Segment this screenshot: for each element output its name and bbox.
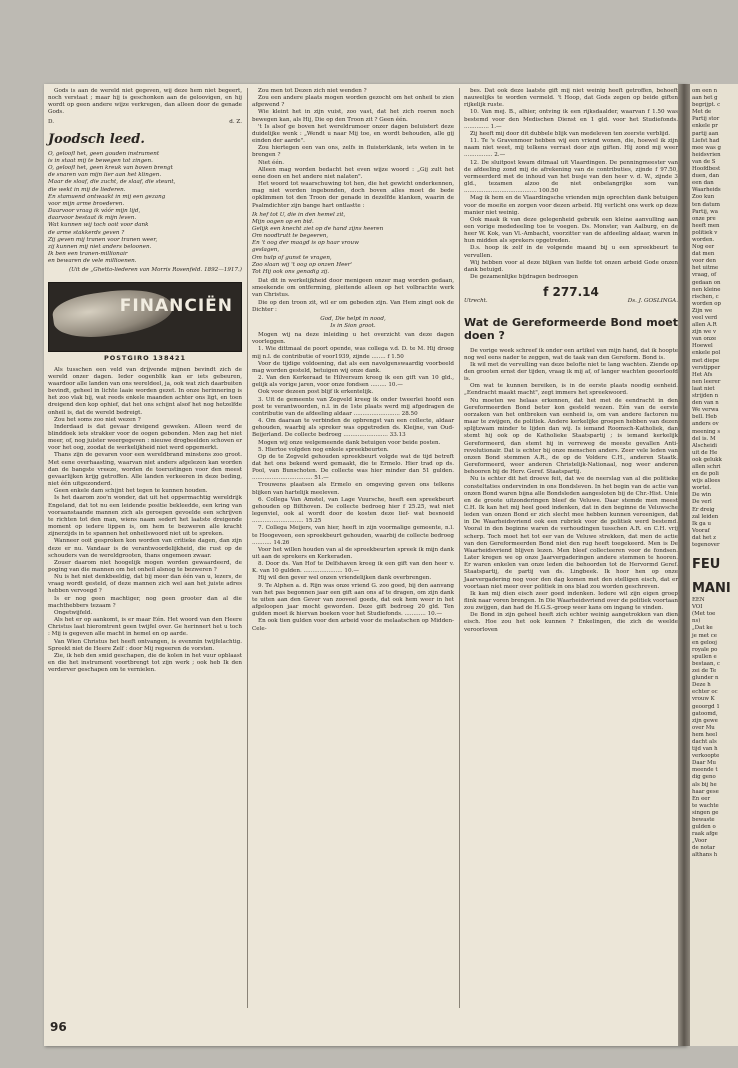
text-fragment: te wachte: [692, 802, 719, 809]
quote-line: Is in Sion groot.: [330, 323, 376, 329]
text-fragment: meende t: [692, 767, 718, 774]
quote-line: Ik hef tot U, die in den hemel zit,: [252, 211, 346, 218]
paragraph: 10. Van mej. B., alhier, ontving ik een rijksdaalder, waarvan f 1.50 was bestemd voor den Medischen Dienst en 1 gld. voor het Studiefonds. .............. 1.—: [464, 109, 678, 130]
text-fragment: allen schri: [692, 463, 721, 470]
text-fragment: den van n: [692, 400, 719, 407]
text-fragment: dacht als: [692, 738, 717, 745]
paragraph: Inderdaad is dat gevaar dreigend geweken. Alleen werd de blinddoek iets strakker voor de oogen gebonden. Men zag het niet meer, of, nog juister weergegeven : nieuwe drogbeelden schoven er voor het oog, zoodat de werkelijkheid niet werd opgemerkt.: [48, 423, 242, 452]
text-fragment: We verwa: [692, 407, 719, 414]
column-2: [252, 88, 454, 633]
paragraph: 2. Van den Kerkeraad te Hilversum kreeg ik een gift van 10 gld., gelijk als vorige jaren, voor onze fondsen ......... 10.—: [252, 375, 454, 389]
paragraph: De Bond in zijn geheel heeft zich echter weinig aangetrokken van dien eisch. Hoe zou het ook kunnen ? Enkelingen, die zich de weelde veroorloven: [464, 612, 678, 633]
text-fragment: verkoopte: [692, 753, 720, 760]
paragraph: Nu moeten we helaas erkennen, dat het met de eendracht in den Gereformeerden Bond beter kon gesteld wezen. Eén van de eerste oorzaken van het ontbreken van eenheid is, om van andere factoren nu maar te zwijgen, de politiek. Andere kerkelijke groepen hebben van dezen splijtzwam minder te lijden dan wij. Is iemand Roomsch-Katholiek, dan stemt hij ook op de Katholieke Staatspartij ; is iemand kerkelijk Gereformeerd, dan stemt hij in verreweg de meeste gevallen Anti-revolutionair. Dat is echter bij onze menschen anders. Zeer vele leden van onzen Bond stemmen A.R., de op de Voldere C.H., anderen Staatk. Gereformeerd, weer anderen Christelijk-Nationaal, nog weer anderen behooren bij de Herv. Geref. Staatspartij.: [464, 397, 678, 476]
text-fragment: onze pre: [692, 215, 716, 222]
paragraph: Wie kleint het in zijn vuist, zoo vast, dat het zich roeren noch bewegen kan, als Hij, Die op den Troon zit ? Geen één.: [252, 109, 454, 123]
paragraph: Zie, ik heb den smid geschapen, die de kolen in het vuur opblaast en die het instrument voortbrengt tot zijn werk ; ook heb Ik den verderver geschapen om te vernielen.: [48, 652, 242, 674]
headline-fragment: FEU: [692, 557, 721, 573]
paragraph: 6. Collega Van Amstel, van Lage Vuursche, heeft een spreekbeurt gehouden op Bilthoven. De collecte bedroeg hier f 25.25, wat niet legenviel, ook al wordt door de kosten deze lief- wat besnoeid ............................. 15.25: [252, 496, 454, 525]
poem-source: (Uit de „Ghetto-liederen van Morris Rosenfeld. 1892—1917.): [68, 267, 242, 274]
text-fragment: worden.: [692, 236, 715, 243]
text-fragment: EEN: [692, 597, 705, 604]
text-fragment: nen leerer: [692, 378, 721, 385]
text-fragment: spullen e: [692, 653, 717, 660]
text-fragment: zal leiden: [692, 513, 719, 520]
text-fragment: begrijpt. c: [692, 102, 721, 109]
paragraph: Het woord tot waarschuwing tot hen, die het gewicht onderkennen, mag niet worden ingebonden, doch boven alles moet de bede opklimmen tot den Troon der genade in dezelfde klanken, waarin de Psalmdichter zijn bange hart ontlastte :: [252, 181, 454, 209]
quote-line: Om noodtrutt te begeeren,: [252, 233, 329, 240]
paragraph: Die op den troon zit, wil er om gebeden zijn. Van Hem zingt ook de Dichter :: [252, 299, 454, 313]
text-fragment: meening s: [692, 428, 721, 435]
text-fragment: wijs allees: [692, 478, 721, 485]
text-fragment: althans h: [692, 852, 718, 859]
total-amount: f 277.14: [543, 285, 599, 300]
banner-title: FINANCIËN: [119, 296, 233, 317]
quote-line: Om hulp of gunst te vragen,: [252, 254, 332, 261]
paragraph: Ongetwijfeld.: [54, 609, 93, 616]
paragraph: Is het daarom zoo'n wonder, dat uit het oppermachtig wereldrijk Engeland, dat tot nu een leidende positie bekleedde, een kring van vooraanstaande mannen zich als geroepen gevoelde een schrijven te richten tot den man, wiens naam sedert het laatste dreigende moment op iedere lippen is, om hem te bezweren alle kracht zijnerzijds in te spannen het onheilswoord niet uit te spreken.: [48, 495, 242, 538]
text-fragment: enkele pol: [692, 350, 721, 357]
column-divider: [247, 88, 248, 1008]
text-fragment: Het Afs: [692, 371, 713, 378]
paragraph: 12. De sluitpost kwam ditmaal uit Vlaardingen. De penningmeester van de afdeeling zond mij de afrekening van de contributies, zijnde f 97.50, vermeerderd met de inhoud van het busje van den heer v. d. W., zijnde 3 gld., tezamen alzoo de niet onbelangrijke som van ......................................... 100.50: [464, 159, 678, 195]
paragraph: Van Wien Christus het heeft ontvangen, is evenmin twijfelachtig. Spreekt niet de Heere Zelf : door Mij regeeren de vorsten.: [48, 638, 242, 652]
text-fragment: rischen, c: [692, 293, 719, 300]
quote-line: En 't oog der maagd is op haar vrouw: [252, 240, 359, 247]
text-fragment: singen ge: [692, 809, 719, 816]
text-fragment: mee was g: [692, 144, 721, 151]
poem-line: O, geloofl het, geen kreuk van boven brengt: [48, 165, 173, 172]
book-gutter: [678, 84, 690, 1046]
signature-left: D.: [48, 118, 55, 125]
paragraph: Ik wil met de vervulling van deze belofte niet te lang wachten. Ziende op den grooten ernst der tijden, vraag ik mij af, of langer wachten geoorloofd is.: [464, 361, 678, 383]
text-fragment: ns): [692, 618, 701, 625]
paragraph: Geen enkele dam schijnt het tegen te kunnen houden.: [54, 488, 208, 495]
article-body: [464, 348, 678, 634]
paragraph: 5. Hiertoe volgden nog enkele spreekbeurten.: [258, 446, 389, 453]
text-fragment: Liefst had: [692, 137, 720, 144]
paragraph: Mogen wij na deze inleiding u het overzicht van deze dagen voorleggen.: [252, 332, 454, 346]
paragraph: Ik kan mij dien eisch zeer goed indenken. Iedere wil zijn eigen groep flink naar voren brengen. In Die Waarheidsvriend over de politiek voortaan zou zwijgen, dan had de H.G.S.-groep weer kans om ingang te vinden.: [464, 590, 678, 612]
text-fragment: enkele pr: [692, 123, 718, 130]
poem-line: O, geloofl het, geen gouden instrument: [48, 150, 160, 157]
column-3: [464, 88, 678, 634]
text-fragment: Alscheidi: [692, 442, 717, 449]
poem-line: Zij geven mij tranen voor tranen weer,: [48, 236, 158, 243]
text-fragment: duen, dan: [692, 173, 720, 180]
text-fragment: bell. Heb: [692, 414, 717, 421]
quote-line: God, Die helpt in nood,: [320, 315, 386, 322]
text-fragment: veel verd: [692, 315, 718, 321]
paragraph: Hij wil den gever wel onzen vriendelijken dank overbrengen.: [258, 575, 432, 582]
paragraph: Wij hebben voor al deze blijken van liefde tot onzen arbeid Gode onzen dank betuigd.: [464, 259, 678, 273]
text-fragment: partij aan: [692, 130, 719, 137]
text-fragment: je met ce: [692, 632, 717, 639]
poem-line: voor mijn arme broederen.: [48, 200, 125, 207]
paragraph: Als het er op aankomt, is er maar Eén. Het woord van den Heere Christus laat hieromtrent geen twijfel over. Ge herinnert het u toch : Mij is gegeven alle macht in hemel en op aarde.: [48, 617, 242, 638]
text-fragment: Zijn we: [692, 307, 713, 314]
quote-line: Zoo slaan wij 't oog op onzen Heer': [252, 261, 352, 268]
text-fragment: echter oc: [692, 689, 718, 696]
text-fragment: De verl: [692, 499, 712, 506]
paragraph: 9. Te Alphen a. d. Rijn was onze vriend G. zoo goed, bij den aanvang van het pas begonnen jaar een gift aan ons af te dragen, om zijn dank te uiten aan den Gever van zooveel goeds, dat ook hem weer in het afgeloopen jaar mocht geworden. Deze gift bedroeg 20 gld. Ten gulden moet ik hiervan boeken voor het Studiefonds. ............ 10.—: [252, 582, 454, 618]
text-fragment: om een n: [692, 88, 718, 94]
text-fragment: Daar Mu: [692, 760, 717, 767]
author-signature: [464, 298, 678, 305]
next-page-edge: [690, 84, 738, 1046]
paragraph: Dat dit in werkelijkheid door menigeen onzer mag worden gedaan, smeekende om ontferming, pleitende alleen op het volbrachte werk van Christus.: [252, 278, 454, 299]
paragraph: Zou men tot Dezen zich niet wenden ?: [258, 88, 367, 94]
text-fragment: ook gelukk: [692, 456, 722, 463]
text-fragment: vrouw K: [692, 696, 715, 703]
paragraph: Mag ik hem en de Vlaardingsche vrienden mijn oprechten dank betuigen voor de moeite en zorgen voor dezen arbeid. Hij verlicht ons werk op deze manier niet weinig.: [464, 195, 678, 216]
text-fragment: zijn we v: [692, 329, 716, 336]
text-fragment: Er dreig: [692, 506, 715, 513]
text-fragment: haar gese: [692, 788, 719, 795]
poem-line: Maar de sloaf, die zucht, de slaaf, die steunt,: [48, 179, 176, 186]
paragraph: Niet één.: [258, 159, 285, 166]
article-heading: Wat de Gereformeerde Bond moet doen ?: [464, 315, 678, 342]
quote-line: Mijn oogen op en bid.: [252, 218, 314, 225]
poem-line: daarvoor bestaat ik mijn leven.: [48, 215, 137, 222]
paragraph: Voor het willen houden van al de spreekbeurten spreek ik mijn dank uit aan de sprekers en Kerkeraden.: [252, 546, 454, 560]
paragraph: 3. Uit de gemeente van Zegveld kreeg ik onder tweerlei hoofd een post te verantwoorden, n.l. in de 1ste plaats werd mij afgedragen de contributie van de afdeeling aldaar .......................... 28.50: [252, 396, 454, 417]
paragraph: Nu is echter dit het droeve feit, dat we de neerslag van al die politieke consteltaties ondervinden in ons Bondsleven. In het begin van de actie van onzen Bond waren bijna alle Bondsleden aangesloten bij de Chr.-Hist. Unie en de groote uitzonderingen bleef de Veluwe. Daar stemde men meest C.H. Ik kan het mij heel goed indenken, dat in den beginne de Veluwsche leden van onzen Bond er zich slecht mee hebben kunnen vereenigen, dat in De Waarheidsvriend ook een rubriek voor de politiek werd bestemd. Vooral in den beginne waren de verhoudingen tusschen A.R. en C.H. vrij scherp. Toch moet het tot eer van de Veluwe strekken, dat men de actie van den Gereformeerden Bond niet den rug heeft toegekeerd. Men is De Waarheidsvriend blijven lezen. Men bleef collecteeren voor de fondsen. Later kregen we op onze Jaarvergaderingen andere stemmen te hooren. Er waren enkelen van onze leden die behoorden tot de Hervormd Geref. Staatspartij, de partij van ds. Lingbeek. Ik hoor hen op onze Jaarvergadering nog voor den dag komen met den stelligen eisch, dat er voortaan niet meer over politiek in ons blad zou worden geschreven.: [464, 476, 678, 590]
text-fragment: van de S: [692, 158, 716, 165]
paragraph: 't Is alsof ge boven het wereldrumoer onzer dagen beluistert deze duidelijke wenk : „Wendt u naar Mij toe, en wordt behouden, alle gij einden der aarde".: [252, 123, 454, 145]
text-fragment: glunder n: [692, 675, 719, 682]
text-fragment: de notar: [692, 845, 716, 852]
quote-line: geslagen,: [252, 247, 280, 254]
text-fragment: (Met toe: [692, 611, 716, 618]
quote-line: Gelijk een knecht ziet op de hand zijns heeren: [252, 225, 384, 232]
text-fragment: met diepe: [692, 357, 720, 364]
poem-line: Wat kunnen wij toch ooit voor dank: [48, 222, 149, 229]
page-number: 96: [50, 1020, 67, 1034]
text-fragment: Partij stor: [692, 116, 720, 123]
poem-line: zij kunnen mij niet anders beloonen.: [48, 243, 152, 250]
text-fragment: aan het g: [692, 95, 718, 102]
text-fragment: Vooraf: [692, 527, 710, 534]
text-fragment: vraag, of: [692, 272, 717, 279]
text-fragment: gedaan on: [692, 279, 721, 286]
paragraph: En ook tien gulden voor den arbeid voor de melaatschen op Midden-Cele-: [252, 618, 454, 632]
text-fragment: nen kleine: [692, 286, 721, 293]
text-fragment: Partij, wa: [692, 208, 718, 215]
paragraph: Alleen mag worden bedacht het even wijze woord : „Gij zult het eene doen en het andere niet nalaten".: [252, 166, 454, 180]
text-fragment: anders ov: [692, 421, 719, 428]
text-fragment: Waarheids: [692, 187, 721, 194]
text-fragment: allen A.R: [692, 322, 717, 329]
paragraph: Zou het soms zoo niet wezen ?: [54, 416, 141, 423]
text-fragment: bestaan, c: [692, 660, 720, 667]
paragraph: Thans zijn de gevaren voor een wereldbrand minstens zoo groot. Met eene overhaasting, waarvan niet anders afgelezen kan worden dan de bangste vreeze, worden de toerustingen voor den meest gevaarlijken krijg getroffen. Alle landen verkeeren in deze beding, niet één uitgezonderd.: [48, 452, 242, 488]
text-fragment: De win: [692, 492, 712, 499]
paragraph: bes. Dat ook deze laatste gift mij niet weinig heeft getroffen, behoeft nauwelijks te worden vermeld. 't Hoop, dat Gods zegen op beide giften rijkelijk ruste.: [464, 88, 678, 109]
text-fragment: Hoofdbest: [692, 166, 721, 173]
paragraph: 1. Wie dittmaal de poort opende, was collega v.d. D. te M. Hij droeg mij n.l. de contributie of voor1939, zijnde ........ f 1.50: [252, 346, 454, 360]
donation-list: [464, 88, 678, 281]
text-fragment: dig geno: [692, 774, 716, 781]
signature-place: Utrecht.: [464, 298, 488, 305]
paragraph: Als tusschen een veld van drijvende mijnen bevindt zich de wereld onzer dagen. Ieder oogenblik kan er iets gebeuren, waardoor alle landen van ons wereldeel, ja, ook wat zich daarbuiten bevindt, geheel in lichte laaie worden gezet. In onze herinnering is het zoo vlak bij, wat reeds enkele maanden achter ons ligt, en toen dreigend den kop ophief, dat het ons schijnt alsof het nog hetzelfde onheil is, dat de wereld bedreigt.: [48, 366, 242, 416]
text-fragment: dat men: [692, 251, 715, 258]
psalm-quote: [252, 316, 454, 330]
article-body: [252, 278, 454, 314]
text-fragment: hem heel: [692, 731, 718, 738]
text-fragment: worden op: [692, 300, 721, 307]
paragraph: 7. Collega Meijers, van hier, heeft in zijn voormalige gemeente, n.l. te Hoogeveen, een spreekbeurt gehouden, waarbij de collecte bedroeg ........... 14.26: [252, 525, 454, 546]
paragraph: D.s. hoop ik zelf in de volgende maand bij u een spreekbeurt te vervullen.: [464, 245, 678, 259]
paragraph: Op de te Zegveld gehouden spreekbeurt volgde wat de tijd betreft dat het ons bekend werd gemaakt, die te Ermelo. Hier trad op ds. Pool, van Bunschoten. De collecte was hier minder dan 51 gulden. .................................. 51.—: [252, 453, 454, 482]
paragraph: Mogen wij onze welgemeende dank betuigen voor beide posten.: [258, 439, 441, 446]
paragraph: Om wat te kunnen bereiken, is in de eerste plaats noodig eenheid. „Eendracht maakt macht", zegt immers het spreekwoord.: [464, 383, 678, 397]
text-fragment: wortel.: [692, 485, 712, 492]
text-fragment: laat niet: [692, 385, 715, 392]
text-fragment: zei de Te: [692, 668, 717, 675]
text-fragment: uit de He: [692, 449, 718, 456]
text-fragment: verstipper: [692, 364, 721, 371]
paragraph: Zouer daarom niet hoogelijk mogen worden gewaardeerd, de poging van die mannen om het onheil alsnog te bezweren ?: [48, 559, 242, 573]
text-fragment: zijn gewe: [692, 717, 718, 724]
text-fragment: over Mu: [692, 724, 715, 731]
paragraph: 8. Door ds. Van Hof te Delfshaven kreeg ik een gift van den heer v. K. van 10 gulden. ...................... 10.—: [252, 561, 454, 575]
paragraph: De vorige week schreef ik onder een artikel van mijn hand, dat ik hoopte nog wel eens nader te zeggen, wat de taak van den Gereform. Bond is.: [464, 347, 678, 361]
paragraph: Voor de tijdige voldoening, dat als een navolgenswaardig voorbeeld mag worden gesteld, betuigen wij onze dank.: [252, 360, 454, 374]
psalm-quote: [252, 212, 454, 276]
text-fragment: voor den: [692, 258, 716, 265]
text-fragment: gulden o: [692, 824, 716, 831]
poem-line: en bewaren de vele millioenen.: [48, 258, 137, 265]
intro-signature: [48, 119, 242, 126]
text-fragment: een dan: [692, 180, 714, 187]
paragraph: Zou een andere plaats mogen worden gezocht om het onheil te zien afgewend ?: [252, 95, 454, 109]
text-fragment: geoorgd 1: [692, 703, 720, 710]
signature-right: d. Z.: [229, 118, 242, 125]
text-fragment: tegenover: [692, 542, 720, 548]
poem-line: En stamuend ontwaakt in mij een gezang: [48, 193, 166, 200]
poem-title: Joodsch leed.: [48, 131, 145, 147]
paragraph: Trouwens plaatsen als Ermelo en omgeving geven ons telkens blijken van hartelijk meeleven.: [252, 482, 454, 496]
paragraph: 4. Om daaraan te verbinden de opbrengst van een collecte, aldaar gehouden, waarbij als spreker was opgetreden ds. Kleijne, van Oud-Beijerland. De collecte bedroeg ......................... 33.13: [252, 418, 454, 439]
text-fragment: van onze: [692, 336, 717, 343]
text-fragment: strijden n: [692, 393, 719, 400]
article-body: [252, 88, 454, 210]
column-1: [48, 88, 242, 674]
text-fragment: en de poli: [692, 471, 719, 478]
text-fragment: del is. M: [692, 435, 716, 442]
text-fragment: gatoomd,: [692, 710, 718, 717]
poem-line: de arme stakkerds geven ?: [48, 229, 125, 236]
text-fragment: heeft men: [692, 222, 720, 229]
text-fragment: en gelooj: [692, 639, 717, 646]
poem-line: Ik ben een tranen-millionair: [48, 250, 128, 257]
text-fragment: En eer: [692, 795, 711, 802]
poem-line: de snaren van mijn lier aan het klingen.: [48, 172, 162, 179]
text-fragment: het uitme: [692, 265, 719, 272]
column-divider: [459, 88, 460, 1008]
paragraph: Ook voor dezeen post blijf ik erkentelijk.: [258, 389, 374, 396]
paragraph: Ook maak ik van deze gelegenheid gebruik een kleine aanvulling aan een vorige mededeeling toe te voegen. Ds. Monster, van Aalburg, en de heer W. Kok, van Vl.-Ambacht, voorzitter van de afdeeling aldaar, waren in hun midden als sprekers opgetreden.: [464, 216, 678, 245]
paragraph: Wanneer ooit gesproken kon worden van critieke dagen, dan zijn deze er nu. Vandaar is de verantwoordelijkheid, die rust op de schouders van de wereldgrooten, thans ongemeen zwaar.: [48, 538, 242, 559]
finance-article-body: [48, 367, 242, 675]
text-fragment: Nog eer: [692, 244, 715, 251]
text-fragment: Ik ga u: [692, 520, 711, 527]
paragraph: Nu is het niet denkbeeldig, dat bij meer dan één van u, lezers, de vraag wordt gesteld, of deze mannen zich wel aan het juiste adres hebben vervoegd ?: [48, 574, 242, 595]
text-fragment: tijd van h: [692, 746, 718, 753]
text-fragment: bewaste: [692, 817, 715, 823]
text-fragment: raak afge: [692, 831, 718, 838]
paragraph: 11. Te 's Gravenmoer hebben wij een vriend wonen, die, hoewel ik zijn naam niet weet, mij telkens verrast door zijn giften. Hij zond mij weer ................ 2.—: [464, 138, 678, 159]
text-fragment: ten datum: [692, 201, 720, 208]
text-fragment: VOI: [692, 604, 703, 611]
text-fragment: politiek v: [692, 229, 718, 236]
poem-line: Daarvoor vraag ik vóór mijn lijd,: [48, 208, 141, 215]
text-fragment: Zoo kun: [692, 194, 715, 201]
donation-list: [252, 332, 454, 633]
text-fragment: royale po: [692, 646, 718, 653]
paragraph: De gezamenlijke bijdragen bedroegen: [470, 274, 579, 281]
newspaper-page: [44, 84, 686, 1046]
text-fragment: dat het z: [692, 534, 716, 541]
text-fragment: Deze h: [692, 682, 711, 689]
headline-fragment: MANI: [692, 581, 731, 597]
intro-text: Gods is aan de wereld niet gegeven, wij deze hem niet begeert, noch verstaat ; maar hij is geschonken aan de geloovigen, en hij wordt op geen andere wijze verkregen, dan alleen door de genade Gods.: [48, 88, 242, 116]
text-fragment: Met de: [692, 109, 712, 116]
poem: [48, 151, 242, 266]
next-page-text: [692, 88, 736, 860]
poem-line: is in staat mij te bewegen tot zingen.: [48, 157, 153, 164]
paragraph: Zij heeft mij door dit dubbele blijk van medeleven ten zeerste verblijd.: [470, 130, 670, 137]
text-fragment: als bij he: [692, 781, 717, 788]
quote-line: Tot Hij ook ons genadig zij.: [252, 268, 330, 275]
text-fragment: „Dat ke: [692, 625, 713, 632]
paragraph: Is er nog geen machtiger, nog geen grooter dan al die machthebbers tezaam ?: [48, 595, 242, 609]
text-fragment: heidsvrien: [692, 151, 721, 158]
signature-name: Ds. J. GOSLINGA.: [627, 298, 678, 305]
postgiro-number: POSTGIRO 138421: [103, 354, 187, 363]
financien-banner: [48, 282, 242, 352]
text-fragment: „Voor: [692, 838, 707, 845]
paragraph: Zou hiertegen een van ons, zelfs in fluisterklank, iets weten in te brengen ?: [252, 145, 454, 159]
text-fragment: Hoewel: [692, 343, 713, 350]
poem-line: die wekt in mij de liederen.: [48, 186, 126, 193]
